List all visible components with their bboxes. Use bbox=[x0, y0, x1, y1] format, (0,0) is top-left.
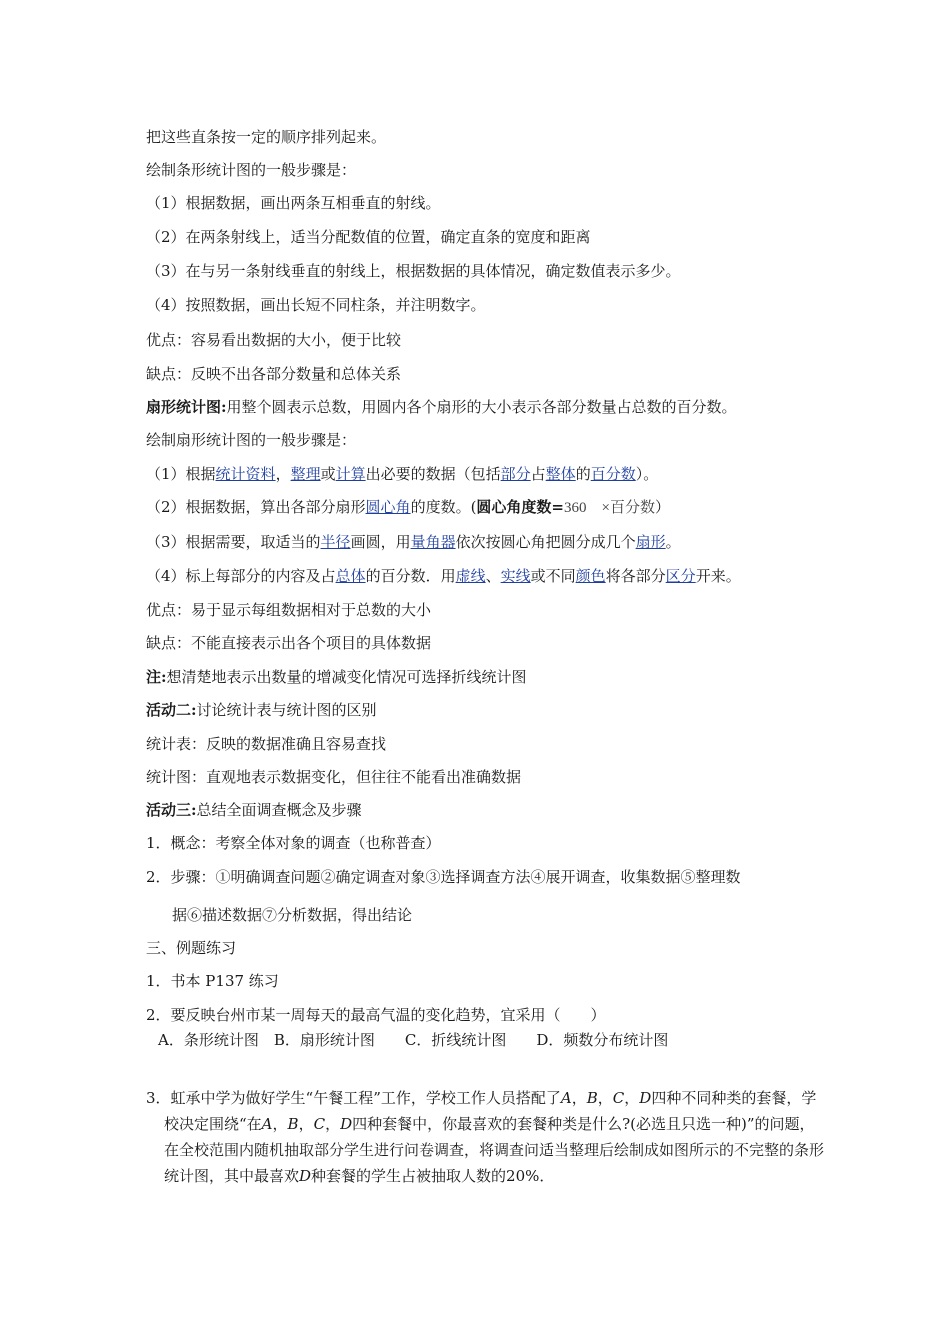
link-solid-line[interactable]: 实线 bbox=[500, 567, 531, 585]
bold-heading: 活动二: bbox=[146, 701, 197, 719]
text-line: 缺点：反映不出各部分数量和总体关系 bbox=[146, 365, 402, 383]
text-span: 占 bbox=[530, 465, 546, 483]
text-line: 把这些直条按一定的顺序排列起来。 bbox=[146, 128, 387, 146]
math-var: A bbox=[560, 1089, 572, 1107]
text-span: 、 bbox=[485, 567, 501, 585]
text-line: （2）在两条射线上，适当分配数值的位置，确定直条的宽度和距离 bbox=[146, 228, 591, 246]
text-span: ， bbox=[298, 1115, 314, 1133]
problem-paragraph bbox=[146, 1085, 828, 1189]
bold-heading: 注: bbox=[146, 668, 167, 686]
link-protractor[interactable]: 量角器 bbox=[410, 533, 456, 551]
text-span: 用整个圆表示总数，用圆内各个扇形的大小表示各部分数量占总数的百分数。 bbox=[226, 398, 737, 416]
text-span: ， bbox=[624, 1089, 640, 1107]
text-span: 的度数。( bbox=[410, 498, 477, 516]
link-whole[interactable]: 整体 bbox=[545, 465, 576, 483]
link-organize[interactable]: 整理 bbox=[290, 465, 321, 483]
text-span: 3．虹承中学为做好学生“午餐工程”工作，学校工作人员搭配了 bbox=[146, 1089, 561, 1107]
text-line: 统计表：反映的数据准确且容易查找 bbox=[146, 735, 387, 753]
text-line: 统计图：直观地表示数据变化，但往往不能看出准确数据 bbox=[146, 768, 522, 786]
text-line bbox=[146, 566, 741, 586]
math-var: B bbox=[586, 1089, 598, 1107]
text-span: 画圆，用 bbox=[350, 533, 411, 551]
text-line: 1．概念：考察全体对象的调查（也称普查） bbox=[146, 834, 441, 852]
link-central-angle[interactable]: 圆心角 bbox=[365, 498, 411, 516]
text-span: 的百分数．用 bbox=[365, 567, 456, 585]
text-span: ， bbox=[597, 1089, 613, 1107]
text-span: ， bbox=[571, 1089, 587, 1107]
text-span: ） bbox=[654, 498, 670, 516]
link-distinguish[interactable]: 区分 bbox=[665, 567, 696, 585]
link-calculate[interactable]: 计算 bbox=[335, 465, 366, 483]
text-span: 出必要的数据（包括 bbox=[365, 465, 501, 483]
text-span: 讨论统计表与统计图的区别 bbox=[196, 701, 377, 719]
text-line bbox=[146, 464, 658, 484]
text-span: ， bbox=[272, 1115, 288, 1133]
text-line: 2．要反映台州市某一周每天的最高气温的变化趋势，宜采用（ ） bbox=[146, 1006, 606, 1024]
formula: 360 ×百分数 bbox=[564, 500, 655, 516]
link-total[interactable]: 总体 bbox=[335, 567, 366, 585]
text-span: ， bbox=[325, 1115, 341, 1133]
text-span: 的 bbox=[575, 465, 591, 483]
link-dashed-line[interactable]: 虚线 bbox=[455, 567, 486, 585]
text-line: （3）在与另一条射线垂直的射线上，根据数据的具体情况，确定数值表示多少。 bbox=[146, 262, 681, 280]
text-line: （1）根据数据，画出两条互相垂直的射线。 bbox=[146, 194, 441, 212]
link-statistics-data[interactable]: 统计资料 bbox=[215, 465, 276, 483]
text-span: 四种套餐中，你最喜欢的套餐种类是什么?(必选且只选一种)”的问题，在全校范围内随机抽取部分学生进行问卷调查，将调查问适当整理后绘制成如图所示的不完整的条形统计图，其中最喜欢 bbox=[164, 1115, 825, 1185]
link-color[interactable]: 颜色 bbox=[575, 567, 606, 585]
text-span: （2）根据数据，算出各部分扇形 bbox=[146, 498, 366, 516]
text-line bbox=[146, 497, 670, 518]
text-line: 绘制条形统计图的一般步骤是： bbox=[146, 161, 357, 179]
text-span: 总结全面调查概念及步骤 bbox=[196, 801, 362, 819]
answer-options: A．条形统计图 B．扇形统计图 C．折线统计图 D．频数分布统计图 bbox=[158, 1031, 669, 1049]
text-span: 或 bbox=[320, 465, 336, 483]
math-var: B bbox=[287, 1115, 299, 1133]
text-line bbox=[146, 700, 377, 720]
text-span: ）。 bbox=[635, 465, 659, 483]
bold-formula-label: 圆心角度数= bbox=[476, 498, 564, 516]
text-span: 四种不同种类的套餐，学校决定围绕“在 bbox=[164, 1089, 817, 1133]
text-line: 1．书本 P137 练习 bbox=[146, 972, 279, 990]
text-span: 或不同 bbox=[530, 567, 576, 585]
link-sector[interactable]: 扇形 bbox=[635, 533, 666, 551]
math-var: C bbox=[313, 1115, 326, 1133]
text-line bbox=[146, 667, 527, 687]
text-line bbox=[146, 397, 737, 417]
text-span: 。 bbox=[665, 533, 681, 551]
text-line bbox=[146, 532, 681, 552]
text-span: 依次按圆心角把圆分成几个 bbox=[455, 533, 636, 551]
math-var: D bbox=[340, 1115, 353, 1133]
text-span: 开来。 bbox=[695, 567, 741, 585]
bold-heading: 扇形统计图: bbox=[146, 398, 227, 416]
text-span: 想清楚地表示出数量的增减变化情况可选择折线统计图 bbox=[166, 668, 527, 686]
math-var: C bbox=[612, 1089, 625, 1107]
math-var: D bbox=[639, 1089, 652, 1107]
bold-heading: 活动三: bbox=[146, 801, 197, 819]
math-var: A bbox=[261, 1115, 273, 1133]
link-radius[interactable]: 半径 bbox=[320, 533, 351, 551]
text-span: （1）根据 bbox=[146, 465, 216, 483]
text-line: 三、例题练习 bbox=[146, 939, 237, 957]
text-line: 缺点：不能直接表示出各个项目的具体数据 bbox=[146, 634, 432, 652]
link-percentage[interactable]: 百分数 bbox=[590, 465, 636, 483]
text-line: 优点：容易看出数据的大小，便于比较 bbox=[146, 331, 402, 349]
text-span: （3）根据需要，取适当的 bbox=[146, 533, 321, 551]
text-line: 优点：易于显示每组数据相对于总数的大小 bbox=[146, 601, 432, 619]
link-part[interactable]: 部分 bbox=[500, 465, 531, 483]
text-span: 将各部分 bbox=[605, 567, 666, 585]
text-span: 种套餐的学生占被抽取人数的20%． bbox=[311, 1167, 555, 1185]
text-line: 据⑥描述数据⑦分析数据，得出结论 bbox=[172, 906, 413, 924]
math-var: D bbox=[299, 1167, 312, 1185]
text-span: （4）标上每部分的内容及占 bbox=[146, 567, 336, 585]
text-line: （4）按照数据，画出长短不同柱条，并注明数字。 bbox=[146, 296, 486, 314]
text-span: ， bbox=[275, 465, 291, 483]
text-line bbox=[146, 800, 362, 820]
text-line: 2．步骤：①明确调查问题②确定调查对象③选择调查方法④展开调查，收集数据⑤整理数 bbox=[146, 868, 741, 886]
text-line: 绘制扇形统计图的一般步骤是： bbox=[146, 431, 357, 449]
